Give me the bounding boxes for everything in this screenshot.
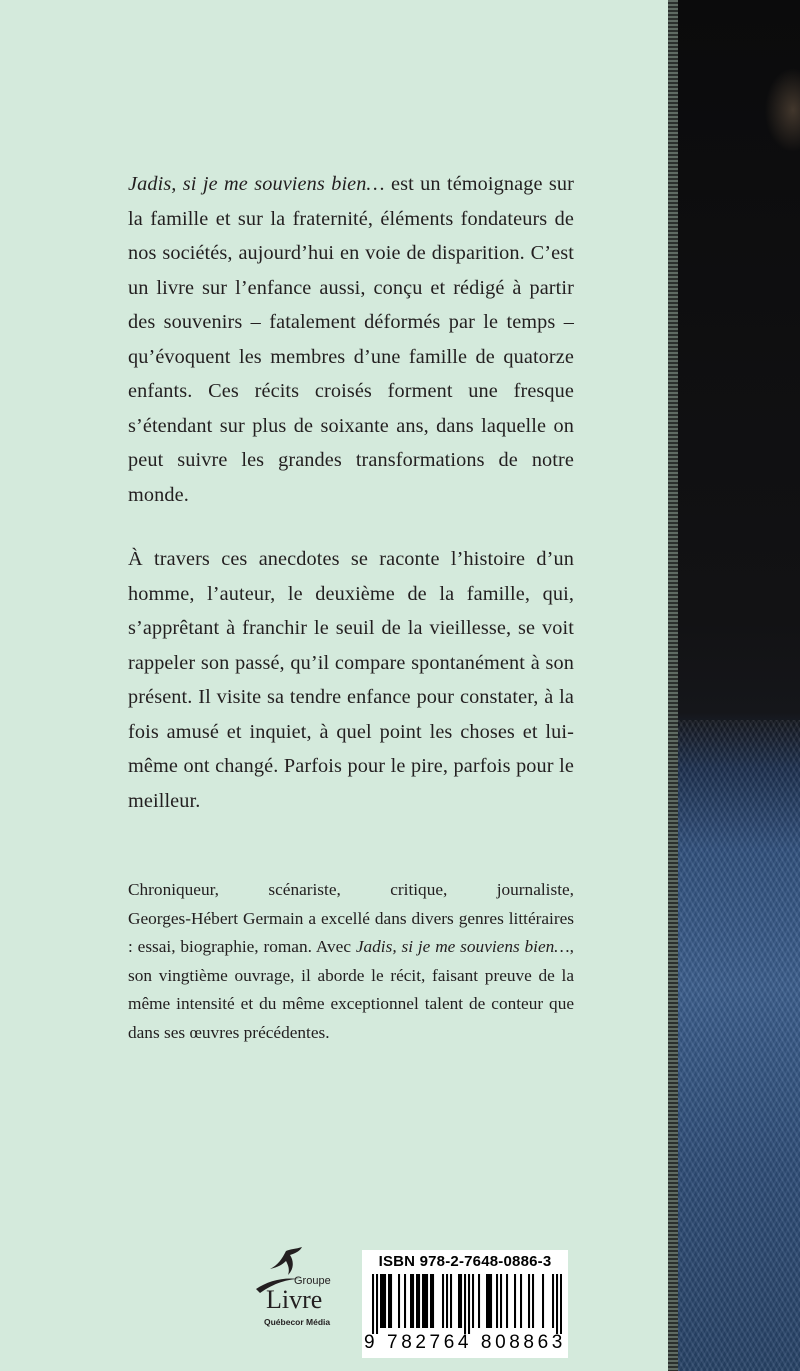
photo-border — [668, 0, 678, 1371]
blurb-paragraph-2: À travers ces anecdotes se raconte l’histoire d’un homme, l’auteur, le deuxième de la famille, qui, s’apprêtant à franchir le seuil de la vieillesse, se voit rappeler son passé, qu’il compare spontanément à son présent. Il visite sa tendre enfance pour constater, à la fois amusé et inquiet, à quel point les choses et lui-même ont changé. Parfois pour le pire, parfois pour le meilleur. — [128, 548, 574, 812]
barcode-bar — [422, 1274, 424, 1328]
barcode-bar — [468, 1274, 470, 1334]
barcode-bar — [410, 1274, 412, 1328]
barcode-bar — [506, 1274, 508, 1328]
barcode-bar — [458, 1274, 460, 1328]
barcode-bar — [472, 1274, 474, 1328]
blurb-paragraph-1 — [128, 167, 574, 512]
barcode-bar — [432, 1274, 434, 1328]
barcode-bar — [416, 1274, 418, 1328]
author-bio — [128, 876, 574, 1047]
publisher-media: Québecor Média — [264, 1317, 331, 1327]
barcode-bar — [560, 1274, 562, 1334]
barcode-bar — [496, 1274, 498, 1328]
barcode-bar — [424, 1274, 426, 1328]
barcode-bar — [430, 1274, 432, 1328]
barcode-bar — [426, 1274, 428, 1328]
barcode-bar — [552, 1274, 554, 1328]
barcode-bar — [446, 1274, 448, 1328]
ean-digits: 9 782764 808863 — [364, 1332, 566, 1353]
barcode-bar — [390, 1274, 392, 1328]
barcode-bar — [460, 1274, 462, 1328]
book-title: Jadis, si je me souviens bien… — [128, 173, 385, 195]
barcode-bar — [520, 1274, 522, 1328]
barcode-bar — [556, 1274, 558, 1334]
barcode-bar — [528, 1274, 530, 1328]
barcode-bar — [514, 1274, 516, 1328]
publisher-livre: Livre — [266, 1285, 323, 1314]
author-bio-line1: Chroniqueur, scénariste, critique, journaliste, — [128, 880, 574, 899]
barcode-bar — [450, 1274, 452, 1328]
publisher-logo — [248, 1245, 338, 1335]
barcode-bar — [490, 1274, 492, 1328]
barcode-bar — [532, 1274, 534, 1328]
barcode-bar — [380, 1274, 382, 1328]
barcode-bar — [398, 1274, 400, 1328]
author-bio-book-title: Jadis, si je me souviens bien… — [355, 937, 570, 956]
author-photo-strip — [668, 0, 800, 1371]
barcode-bar — [442, 1274, 444, 1328]
barcode-bar — [488, 1274, 490, 1328]
barcode-bar — [478, 1274, 480, 1328]
barcode-bar — [384, 1274, 386, 1328]
barcode-bar — [388, 1274, 390, 1328]
barcode-bar — [486, 1274, 488, 1328]
barcode-box — [362, 1250, 568, 1358]
barcode-bar — [500, 1274, 502, 1328]
barcode-bar — [382, 1274, 384, 1328]
barcode-bar — [376, 1274, 378, 1334]
author-bio-text-b: , son vingtième ouvrage, il aborde le récit, faisant preuve de la même intensité et du même exceptionnel talent de conteur que dans ses œuvres précédentes. — [128, 937, 574, 1042]
barcode-bar — [464, 1274, 466, 1334]
sweater-texture — [678, 720, 800, 1371]
barcode-bar — [404, 1274, 406, 1328]
barcode-bar — [418, 1274, 420, 1328]
isbn-label: ISBN 978-2-7648-0886-3 — [378, 1253, 552, 1270]
publisher-groupe: Groupe — [294, 1275, 331, 1287]
barcode-bar — [542, 1274, 544, 1328]
barcode-icon — [372, 1274, 562, 1334]
blurb-paragraph-1-text: est un témoignage sur la famille et sur la fraternité, éléments fondateurs de nos sociétés, aujourd’hui en voie de disparition. C’est un livre sur l’enfance aussi, conçu et rédigé à partir des souvenirs – fatalement déformés par le temps – qu’évoquent les membres d’une famille de quatorze enfants. Ces récits croisés forment une fresque s’étendant sur plus de soixante ans, dans laquelle on peut suivre les grandes transformations de notre monde. — [128, 173, 574, 506]
barcode-bar — [372, 1274, 374, 1334]
barcode-bar — [412, 1274, 414, 1328]
author-bio-text-a: Georges-Hébert Germain a excellé dans divers genres littéraires : essai, biographie, roman. Avec — [128, 908, 574, 956]
